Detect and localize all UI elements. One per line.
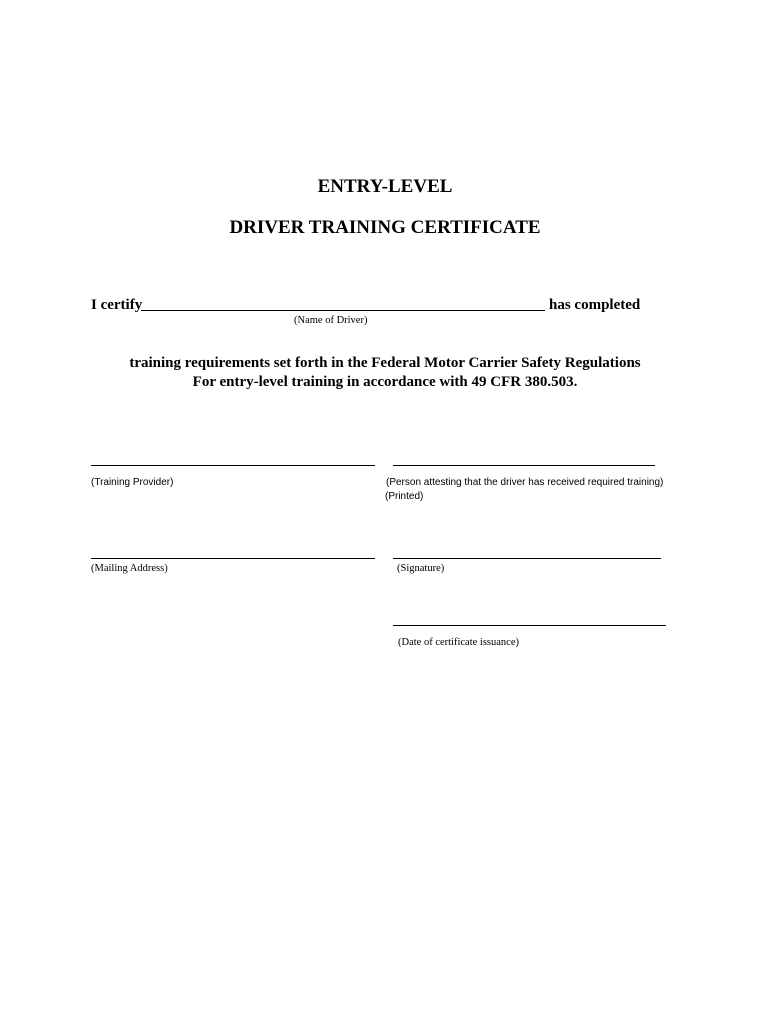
title-entry-level: ENTRY-LEVEL — [317, 176, 453, 197]
signature-caption: (Signature) — [397, 563, 445, 574]
date-issuance-caption: (Date of certificate issuance) — [398, 637, 519, 648]
mailing-address-line[interactable] — [91, 558, 375, 559]
requirements-line-2: For entry-level training in accordance with 49 CFR 380.503. — [192, 374, 578, 390]
training-provider-caption: (Training Provider) — [91, 477, 174, 488]
name-of-driver-caption: (Name of Driver) — [294, 315, 368, 326]
mailing-address-caption: (Mailing Address) — [91, 563, 168, 574]
person-attesting-line[interactable] — [393, 465, 655, 466]
certify-prefix: I certify — [91, 297, 143, 313]
person-attesting-caption: (Person attesting that the driver has received required training) — [386, 477, 664, 488]
date-issuance-line[interactable] — [393, 625, 666, 626]
title-driver-training-certificate: DRIVER TRAINING CERTIFICATE — [229, 217, 541, 238]
printed-caption: (Printed) — [385, 491, 424, 502]
signature-line[interactable] — [393, 558, 661, 559]
certify-suffix: has completed — [549, 297, 641, 313]
driver-name-line[interactable] — [141, 310, 545, 311]
requirements-line-1: training requirements set forth in the Federal Motor Carrier Safety Regulations — [129, 355, 641, 371]
training-provider-line[interactable] — [91, 465, 375, 466]
